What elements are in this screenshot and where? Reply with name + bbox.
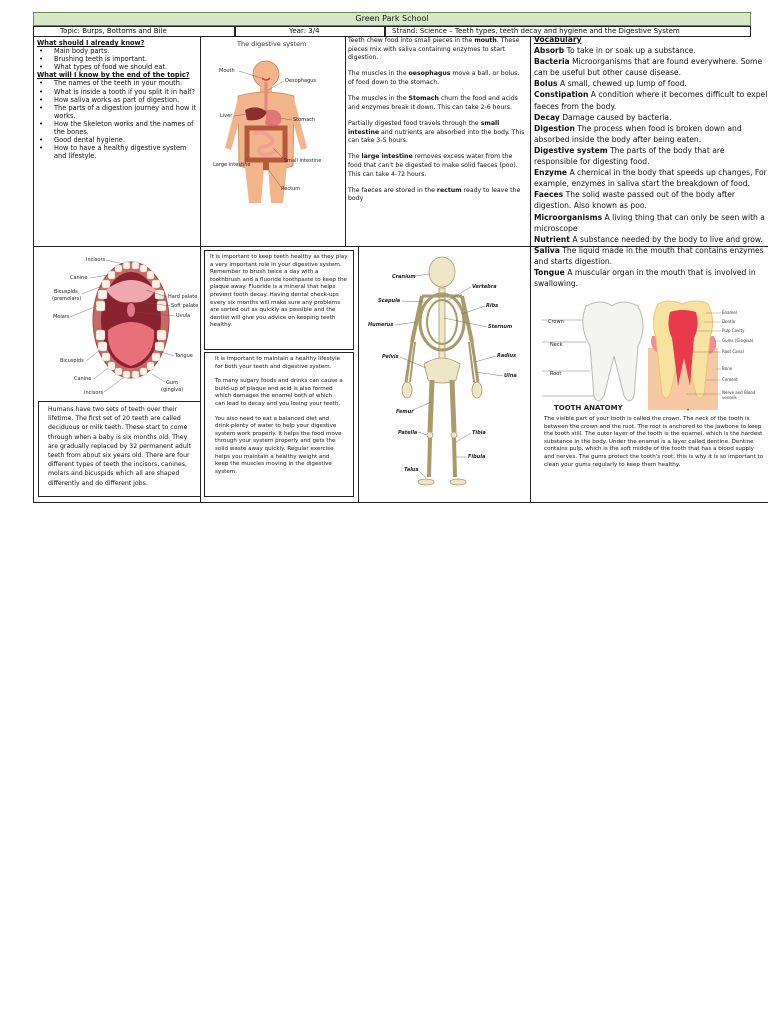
grid-line [33,502,768,503]
label-canine-top: Canine [70,275,88,281]
vocab-entry: Saliva The liquid made in the mouth that contains enzymes and starts digestion. [534,245,764,266]
lifestyle-box [204,352,354,497]
label-gum: Gum [166,380,178,386]
label-crown: Crown [548,319,564,325]
label-oesophagus: Oesophagus [285,78,317,84]
digestion-steps [348,37,526,211]
label-cement: Cement [722,377,738,382]
cross-section-marker: • [686,407,690,414]
digestive-system-diagram [205,38,345,210]
label-incisors-bottom: Incisors [84,390,104,396]
label-large-intestine: Large intestine [213,162,251,168]
label-incisors-top: Incisors [86,257,106,263]
label-bicuspids-bottom: Bicuspids [60,358,84,364]
label-root-canal: Root Canal [722,349,744,354]
tooth-anatomy-text: The visible part of your tooth is called the crown. The neck of the tooth is between the crown and the root. The root is anchored to the jawbone to keep the tooth still. The outer layer of the tooth is the enamel, which is the hardest substance in the body. Under the enamel is a layer called dentine. Dentine contains pulp, which is the soft middle of the tooth that has a blood supply and nerves. The gums protect the tooth's root, this is why it is so important to clean your gums regularly to keep them healthy. [544,416,764,468]
label-pulp: Pulp Cavity [722,328,745,333]
label-scapula: Scapula [378,298,401,304]
two-sets-box: Humans have two sets of teeth over their lifetime. The first set of 20 teeth are called deciduous or milk teeth. These start to come through when a baby is six months old. They are gradually replaced by 32 permanent adult teeth from about six years old. There are four different types of teeth the incisors, canines, molars and bicuspids which all are shaped differently and do different jobs. [38,401,201,497]
label-cranium: Cranium [392,274,416,280]
list-item: • Main body parts. [37,47,199,55]
lifestyle-paragraph: It is important to maintain a healthy lifestyle for both your teeth and digestive system. [215,356,341,370]
list-item: • What is inside a tooth if you split it in half? [37,88,199,96]
tooth-anatomy-diagram [534,296,768,414]
vocab-entry: Nutrient A substance needed by the body to live and grow. [534,234,763,244]
label-vessels: vessels [722,395,737,400]
label-bicuspids-top: Bicuspids [54,289,78,295]
skeleton-bones [402,257,482,485]
digestion-step: The muscles in the oesophagus move a ball, or bolus, of food down to the stomach. [348,70,520,86]
topic-cell: Topic: Burps, Bottoms and Bile [33,26,235,37]
label-femur: Femur [396,409,414,415]
label-small-intestine: Small intestine [284,158,322,164]
label-talus: Talus [404,467,419,473]
vocabulary-panel [534,34,768,292]
grid-line [345,37,346,246]
know-already-heading: What should I already know? [37,39,145,47]
list-item: • How saliva works as part of digestion. [37,96,199,104]
label-molars: Molars [53,314,70,320]
label-soft-palate: Soft palate [171,303,199,309]
label-bone: Bone [722,366,733,371]
label-radius: Radius [497,353,517,359]
vocabulary-title: Vocabulary [534,35,582,44]
strand-cell: Strand: Science – Teeth types, teeth decay and hygiene and the Digestive System [385,26,751,37]
label-patella: Patella [398,430,418,436]
label-premolars: (premolars) [52,296,82,302]
grid-line [530,37,531,502]
teeth-health-box: It is important to keep teeth healthy as they play a very important role in your digestive system. Remember to brush twice a day with a toothbrush and a fluoride toothpaste to keep the plaque away. Fluoride is a mineral that helps prevent tooth decay. Having dental check-ups every six months will make sure any problems are sorted out as quickly as possible and the dentist will give you advice on keeping teeth healthy. [204,250,354,350]
mouth-teeth-diagram [36,250,202,398]
digestive-title: The digestive system [237,40,307,48]
label-stomach: Stomach [293,117,316,123]
label-fibula: Fibula [468,454,486,460]
vocab-entry: Absorb To take in or soak up a substance. [534,46,696,56]
label-mouth: Mouth [219,68,235,74]
label-sternum: Sternum [488,324,513,330]
list-item: • How to have a healthy digestive system and lifestyle. [37,144,199,160]
label-tibia: Tibia [472,430,486,436]
left-leg-shape [245,166,264,203]
label-canine-bottom: Canine [74,376,92,382]
vocab-entry: Tongue A muscular organ in the mouth that is involved in swallowing. [534,267,756,289]
know-end-list [37,79,199,160]
list-item: • Brushing teeth is important. [37,55,199,63]
oesophagus-organ [265,82,268,112]
vocab-entry: Constipation A condition where it becomes difficult to expel faeces from the body. [534,90,768,111]
right-leg-shape [268,166,287,203]
digestion-step: The large intestine removes excess water from the food that can't be digested to make solid faeces (poo). This can take 4-72 hours. [348,153,518,178]
skeleton-diagram [362,252,528,492]
know-end-heading: What will I know by the end of the topic? [37,71,190,80]
list-item: • How the Skeleton works and the names of the bones. [37,120,199,136]
rectum-organ [263,160,269,170]
vocab-entry: Decay Damage caused by bacteria. [534,112,672,122]
list-item: • The names of the teeth in your mouth. [37,79,199,87]
digestion-step: The muscles in the Stomach churn the food and acids and enzymes break it down. This can take 2-6 hours. [348,95,518,111]
knowledge-panel [37,39,199,160]
label-ribs: Ribs [486,303,499,309]
vocab-entry: Digestion The process when food is broken down and absorbed inside the body after being eaten. [534,123,742,144]
label-gums: Gums (Gingiva) [722,338,754,343]
label-root: Root [550,371,562,377]
list-item: • What types of food we should eat. [37,63,199,71]
label-neck: Neck [550,342,563,348]
digestion-step: Partially digested food travels through the small intestine and nutrients are absorbed into the body. This can take 3-5 hours. [348,119,525,145]
label-dentin: Dentin [722,319,736,324]
grid-line [358,246,359,502]
label-pelvis: Pelvis [382,354,399,360]
label-ulna: Ulna [504,373,517,379]
grid-line [33,37,34,502]
vocab-entry: Microorganisms A living thing that can only be seen with a microscope [534,212,765,233]
list-item: • The parts of a digestion journey and how it works. [37,104,199,120]
uvula-shape [127,303,135,317]
vocab-entry: Bolus A small, chewed up lump of food. [534,79,687,89]
tooth-anatomy-title: TOOTH ANATOMY [554,404,623,412]
vocab-entry: Enzyme A chemical in the body that speeds up changes, For example, enzymes in saliva start the breakdown of food. [534,168,767,189]
label-enamel: Enamel [722,310,737,315]
tooth-shape [583,302,643,401]
label-nerve: Nerve and Blood [722,390,756,395]
vocab-entry: Digestive system The parts of the body that are responsible for digesting food. [534,145,725,167]
label-uvula: Uvula [176,313,191,319]
label-gingiva: (gingiva) [161,387,184,393]
vocab-entry: Bacteria Microorganisms that are found everywhere. Some can be useful but other cause disease. [534,57,763,78]
school-header: Green Park School [33,12,751,26]
label-liver: Liver [220,113,233,119]
digestion-step: The faeces are stored in the rectum ready to leave the body [348,186,521,203]
digestion-step: Teeth chew food into small pieces in the mouth. These pieces mix with saliva containing enzymes to start digestion. [348,37,520,62]
stomach-organ [265,110,281,127]
label-rectum: Rectum [281,186,301,192]
know-already-list [37,47,199,71]
lifestyle-paragraph: You also need to eat a balanced diet and drink plenty of water to help your digestive system work properly. It helps the food move through your system properly and gets the solid waste away quickly. Regular exercise helps you maintain a healthy weight and keep the muscles moving in the digestive system. [215,415,342,475]
label-hard-palate: Hard palate [168,294,198,300]
year-cell: Year: 3/4 [235,26,385,37]
label-tongue: Tongue [175,353,193,359]
vocab-entry: Faeces The solid waste passed out of the body after digestion. Also known as poo. [534,190,736,211]
lifestyle-paragraph: To many sugary foods and drinks can cause a build-up of plaque and acid is also formed which damages the enamel both of which can lead to decay and you losing your teeth. [215,378,343,407]
label-humerus: Humerus [368,322,394,328]
label-vertebra: Vertebra [472,284,497,290]
list-item: • Good dental hygiene. [37,136,199,144]
